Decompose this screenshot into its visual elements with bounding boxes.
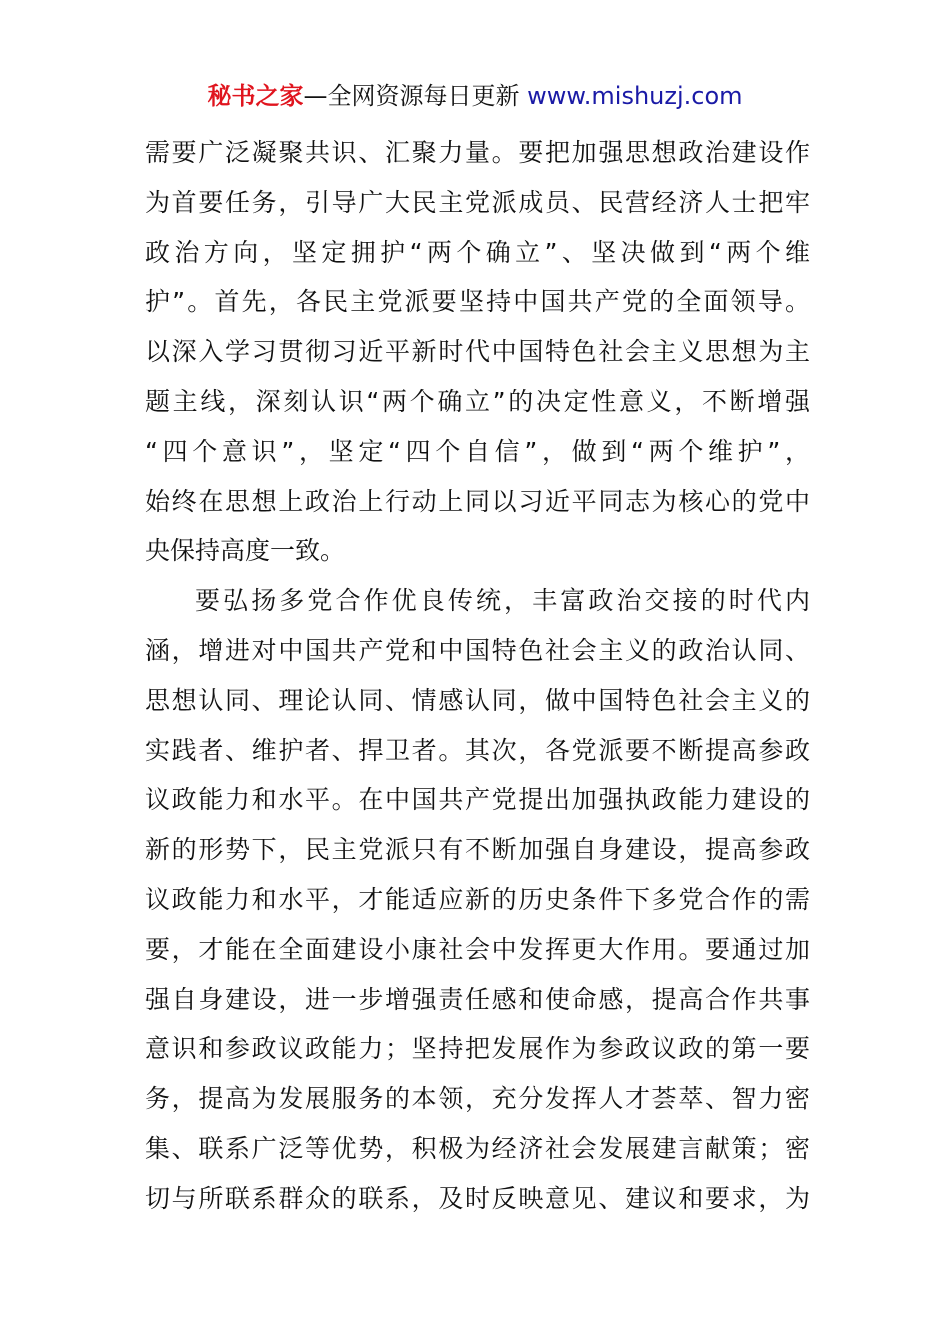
text-line: 集、联系广泛等优势，积极为经济社会发展建言献策；密 — [145, 1133, 810, 1163]
text-line: 务，提高为发展服务的本领，充分发挥人才荟萃、智力密 — [145, 1084, 810, 1114]
text-line: 题主线，深刻认识“两个确立”的决定性意义，不断增强 — [145, 386, 810, 416]
text-line: 以深入学习贯彻习近平新时代中国特色社会主义思想为主 — [145, 337, 810, 367]
text-line: 议政能力和水平。在中国共产党提出加强执政能力建设的 — [145, 785, 810, 815]
text-line: 强自身建设，进一步增强责任感和使命感，提高合作共事 — [145, 984, 810, 1014]
text-line: 始终在思想上政治上行动上同以习近平同志为核心的党中 — [145, 486, 810, 516]
site-tagline: —全网资源每日更新 — [303, 82, 528, 110]
text-line: 政治方向，坚定拥护“两个确立”、坚决做到“两个维 — [145, 237, 810, 267]
text-line: 央保持高度一致。 — [145, 536, 346, 566]
page-header — [0, 80, 950, 112]
text-line: 实践者、维护者、捍卫者。其次，各党派要不断提高参政 — [145, 735, 810, 765]
text-line: “四个意识”，坚定“四个自信”，做到“两个维护”， — [145, 436, 810, 466]
paragraph-2 — [145, 576, 810, 1223]
text-line: 为首要任务，引导广大民主党派成员、民营经济人士把牢 — [145, 187, 810, 217]
paragraph-1 — [145, 128, 810, 576]
text-line: 护”。首先，各民主党派要坚持中国共产党的全面领导。 — [145, 287, 810, 317]
text-line: 切与所联系群众的联系，及时反映意见、建议和要求，为 — [145, 1183, 810, 1213]
text-line: 新的形势下，民主党派只有不断加强自身建设，提高参政 — [145, 835, 810, 865]
document-body — [145, 128, 810, 1224]
text-line: 意识和参政议政能力；坚持把发展作为参政议政的第一要 — [145, 1034, 810, 1064]
site-brand: 秘书之家 — [207, 82, 304, 110]
text-line: 需要广泛凝聚共识、汇聚力量。要把加强思想政治建设作 — [145, 138, 810, 167]
text-line: 涵，增进对中国共产党和中国特色社会主义的政治认同、 — [145, 635, 810, 665]
text-line: 议政能力和水平，才能适应新的历史条件下多党合作的需 — [145, 884, 810, 914]
text-line: 要，才能在全面建设小康社会中发挥更大作用。要通过加 — [145, 934, 810, 964]
site-url[interactable]: www.mishuzj.com — [527, 82, 743, 110]
text-line: 要弘扬多党合作优良传统，丰富政治交接的时代内 — [195, 586, 810, 616]
text-line: 思想认同、理论认同、情感认同，做中国特色社会主义的 — [145, 685, 810, 715]
